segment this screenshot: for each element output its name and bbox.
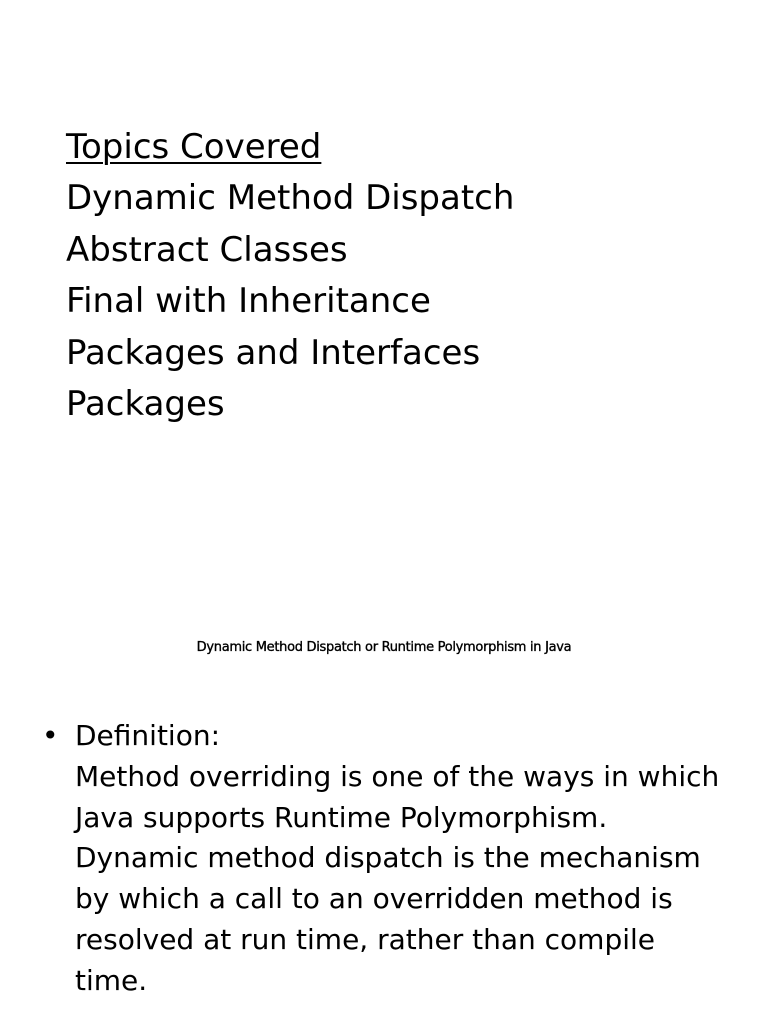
definition-line: Java supports Runtime Polymorphism. bbox=[75, 800, 608, 834]
definition-bullet bbox=[42, 716, 742, 1002]
definition-line: time. bbox=[75, 963, 148, 997]
topic-item: Packages and Interfaces bbox=[66, 332, 481, 373]
definition-line: Dynamic method dispatch is the mechanism bbox=[75, 841, 701, 875]
definition-line: by which a call to an overridden method is bbox=[75, 882, 673, 916]
topic-item: Packages bbox=[66, 384, 225, 425]
bullet-icon: • bbox=[42, 719, 59, 752]
slide-title: Dynamic Method Dispatch or Runtime Polymorphism in Java bbox=[196, 640, 572, 655]
topics-heading: Topics Covered bbox=[66, 127, 322, 167]
definition-line: resolved at run time, rather than compile bbox=[75, 922, 656, 956]
definition-bullet-list bbox=[42, 716, 742, 1002]
definition-label: Definition: bbox=[75, 719, 221, 752]
topic-item: Final with Inheritance bbox=[66, 281, 431, 322]
topic-item: Dynamic Method Dispatch bbox=[66, 178, 515, 219]
topic-item: Abstract Classes bbox=[66, 229, 348, 270]
topics-list bbox=[66, 122, 514, 430]
definition-line: Method overriding is one of the ways in which bbox=[75, 759, 720, 793]
